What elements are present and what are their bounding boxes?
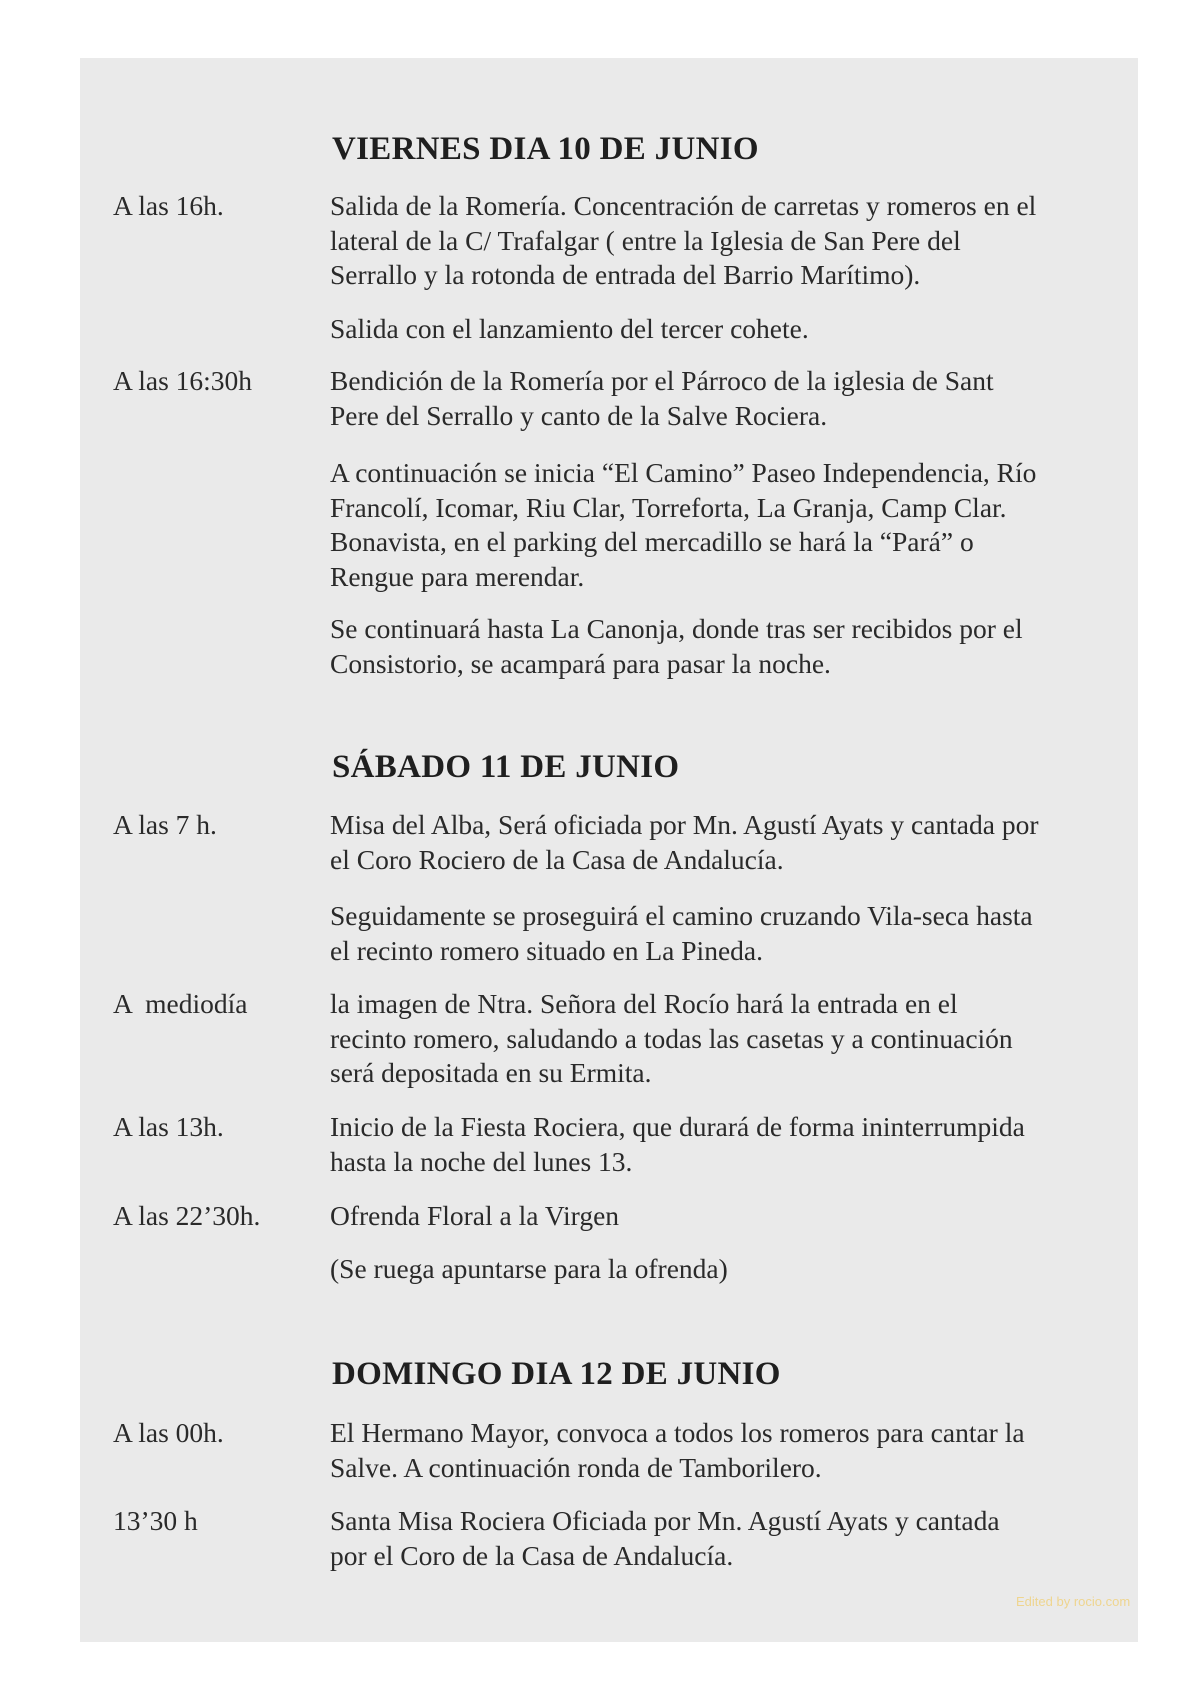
text-line: Misa del Alba, Será oficiada por Mn. Agustí Ayats y cantada por [330, 809, 1039, 840]
text-line: (Se ruega apuntarse para la ofrenda) [330, 1253, 728, 1284]
text-line: Seguidamente se proseguirá el camino cruzando Vila-seca hasta [330, 900, 1033, 931]
text-line: recinto romero, saludando a todas las casetas y a continuación [330, 1022, 1013, 1054]
entry-description [330, 987, 1013, 1091]
entry-time: A las 16h. [113, 190, 224, 221]
entry-description [330, 312, 809, 347]
entry-time: A las 13h. [113, 1111, 224, 1142]
text-line: lateral de la C/ Trafalgar ( entre la Iglesia de San Pere del [330, 224, 961, 256]
day-heading-sabado: SÁBADO 11 DE JUNIO [332, 749, 680, 785]
entry-time: A las 16:30h [113, 365, 253, 396]
text-line: la imagen de Ntra. Señora del Rocío hará la entrada en el [330, 988, 958, 1019]
text-line: Rengue para merendar. [330, 560, 585, 592]
text-line: por el Coro de la Casa de Andalucía. [330, 1539, 734, 1571]
entry-description [330, 1110, 1025, 1179]
text-line: El Hermano Mayor, convoca a todos los romeros para cantar la [330, 1417, 1025, 1448]
text-line: A continuación se inicia “El Camino” Paseo Independencia, Río [330, 457, 1037, 488]
text-line: Inicio de la Fiesta Rociera, que durará de forma ininterrumpida [330, 1111, 1025, 1142]
entry-time: A las 00h. [113, 1417, 224, 1448]
entry-description [330, 1416, 1025, 1485]
entry-description [330, 456, 1036, 594]
entry-time: A mediodía [113, 988, 248, 1019]
text-line: Salida con el lanzamiento del tercer cohete. [330, 313, 809, 344]
text-line: Consistorio, se acampará para pasar la noche. [330, 647, 831, 679]
text-line: Francolí, Icomar, Riu Clar, Torreforta, La Granja, Camp Clar. [330, 491, 1007, 523]
entry-time: 13’30 h [113, 1505, 198, 1536]
text-line: Se continuará hasta La Canonja, donde tras ser recibidos por el [330, 613, 1023, 644]
text-line: Pere del Serrallo y canto de la Salve Rociera. [330, 399, 828, 431]
entry-note [330, 1252, 728, 1287]
text-line: el Coro Rociero de la Casa de Andalucía. [330, 843, 784, 875]
text-line: hasta la noche del lunes 13. [330, 1145, 633, 1177]
text-line: Bendición de la Romería por el Párroco de la iglesia de Sant [330, 365, 994, 396]
text-line: Bonavista, en el parking del mercadillo se hará la “Pará” o [330, 526, 974, 557]
entry-time: A las 22’30h. [113, 1200, 261, 1231]
entry-time: A las 7 h. [113, 809, 217, 840]
day-heading-domingo: DOMINGO DIA 12 DE JUNIO [332, 1356, 781, 1392]
entry-description [330, 364, 994, 433]
entry-description [330, 1199, 619, 1234]
text-line: Serrallo y la rotonda de entrada del Barrio Marítimo). [330, 259, 921, 290]
text-line: Salve. A continuación ronda de Tamborilero. [330, 1451, 822, 1483]
entry-description [330, 808, 1039, 877]
watermark: Edited by rocio.com [1016, 1594, 1131, 1609]
text-line: Ofrenda Floral a la Virgen [330, 1200, 620, 1231]
entry-description [330, 189, 1036, 293]
text-line: Santa Misa Rociera Oficiada por Mn. Agustí Ayats y cantada [330, 1505, 1000, 1536]
entry-description [330, 899, 1033, 968]
day-heading-viernes: VIERNES DIA 10 DE JUNIO [332, 131, 759, 167]
text-line: Salida de la Romería. Concentración de carretas y romeros en el [330, 190, 1037, 221]
text-line: el recinto romero situado en La Pineda. [330, 934, 763, 966]
entry-description [330, 612, 1023, 681]
text-line: será depositada en su Ermita. [330, 1057, 652, 1088]
entry-description [330, 1504, 1000, 1573]
